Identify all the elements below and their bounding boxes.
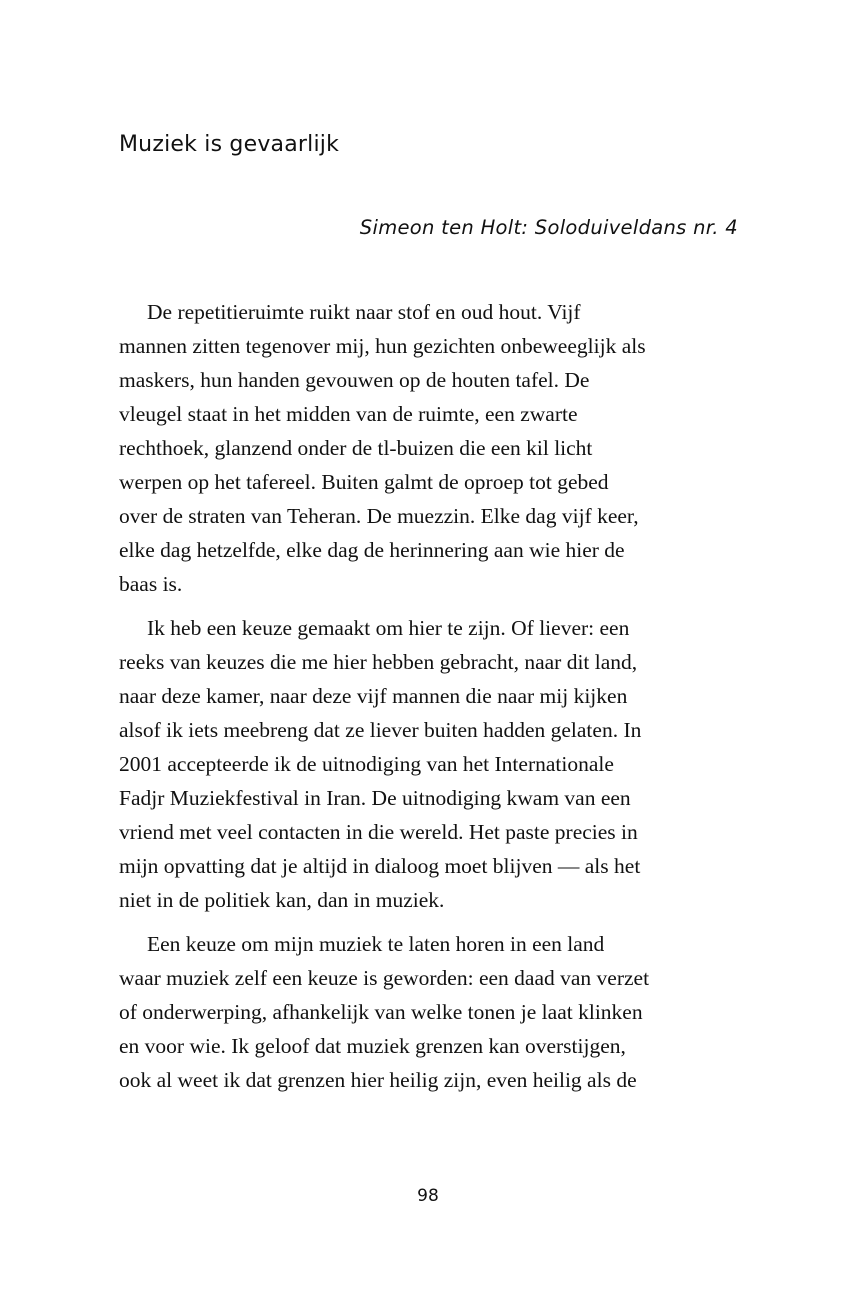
text-line: mijn opvatting dat je altijd in dialoog moet blijven — als het [119, 854, 641, 878]
text-line: rechthoek, glanzend onder de tl-buizen die een kil licht [119, 436, 593, 460]
text-line: Een keuze om mijn muziek te laten horen in een land [147, 932, 605, 956]
text-line: baas is. [119, 572, 183, 596]
paragraph-2 [119, 611, 739, 917]
paragraph-3 [119, 927, 739, 1097]
text-line: alsof ik iets meebreng dat ze liever buiten hadden gelaten. In [119, 718, 642, 742]
text-line: vriend met veel contacten in die wereld. Het paste precies in [119, 820, 638, 844]
body-text [119, 295, 739, 1107]
paragraph-1 [119, 295, 739, 601]
text-line: reeks van keuzes die me hier hebben gebracht, naar dit land, [119, 650, 638, 674]
text-line: Fadjr Muziekfestival in Iran. De uitnodiging kwam van een [119, 786, 631, 810]
text-line: over de straten van Teheran. De muezzin. Elke dag vijf keer, [119, 504, 639, 528]
page-number: 98 [417, 1186, 439, 1206]
text-line: De repetitieruimte ruikt naar stof en oud hout. Vijf [147, 300, 581, 324]
text-line: waar muziek zelf een keuze is geworden: een daad van verzet [119, 966, 650, 990]
text-line: maskers, hun handen gevouwen op de houten tafel. De [119, 368, 590, 392]
text-line: Ik heb een keuze gemaakt om hier te zijn. Of liever: een [147, 616, 630, 640]
text-line: naar deze kamer, naar deze vijf mannen die naar mij kijken [119, 684, 628, 708]
text-line: en voor wie. Ik geloof dat muziek grenzen kan overstijgen, [119, 1034, 626, 1058]
text-line: 2001 accepteerde ik de uitnodiging van het Internationale [119, 752, 614, 776]
text-line: elke dag hetzelfde, elke dag de herinnering aan wie hier de [119, 538, 625, 562]
chapter-epigraph: Simeon ten Holt: Soloduiveldans nr. 4 [359, 216, 738, 239]
chapter-title: Muziek is gevaarlijk [119, 132, 340, 157]
text-line: werpen op het tafereel. Buiten galmt de oproep tot gebed [119, 470, 609, 494]
text-line: vleugel staat in het midden van de ruimte, een zwarte [119, 402, 578, 426]
text-line: mannen zitten tegenover mij, hun gezichten onbeweeglijk als [119, 334, 646, 358]
text-line: of onderwerping, afhankelijk van welke tonen je laat klinken [119, 1000, 643, 1024]
text-line: niet in de politiek kan, dan in muziek. [119, 888, 445, 912]
text-line: ook al weet ik dat grenzen hier heilig zijn, even heilig als de [119, 1068, 637, 1092]
